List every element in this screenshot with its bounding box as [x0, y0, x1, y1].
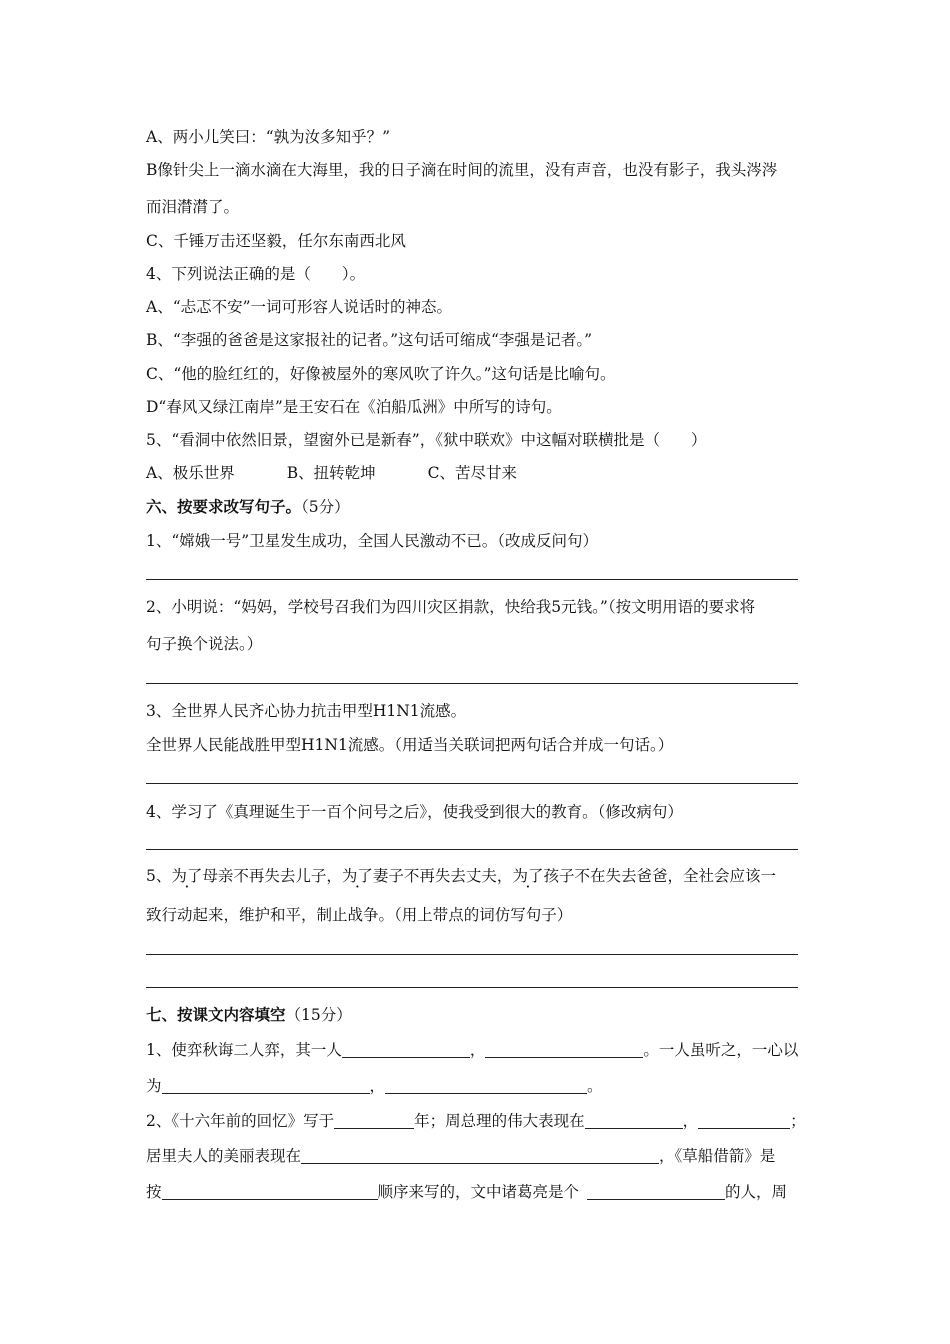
dotted-word: 为了	[512, 867, 544, 885]
section6-header	[146, 497, 350, 517]
q4-option-d: D“春风又绿江南岸”是王安石在《泊船瓜洲》中所写的诗句。	[146, 398, 562, 416]
q3-option-b-line2: 而泪潸潸了。	[146, 198, 240, 216]
s6-q2-line2: 句子换个说法。）	[146, 635, 263, 653]
fill-blank[interactable]	[342, 1041, 470, 1058]
section7-heading: 七、按课文内容填空	[146, 1005, 286, 1024]
q5-option-c: C、苦尽甘来	[427, 464, 517, 482]
q4-option-c: C、“他的脸红红的，好像被屋外的寒风吹了许久。”这句话是比喻句。	[146, 365, 616, 383]
s6-q1: 1、“嫦娥一号”卫星发生成功，全国人民激动不已。（改成反问句）	[146, 532, 598, 550]
s6-q5-line2: 致行动起来，维护和平，制止战争。（用上带点的词仿写句子）	[146, 906, 573, 924]
fill-blank[interactable]	[385, 1077, 587, 1094]
answer-line[interactable]	[146, 683, 798, 684]
section6-heading: 六、按要求改写句子。	[146, 497, 302, 516]
answer-line[interactable]	[146, 783, 798, 784]
q5-option-b: B、扭转乾坤	[286, 464, 376, 482]
s6-q3-line2: 全世界人民能战胜甲型H1N1流感。（用适当关联词把两句话合并成一句话。）	[146, 736, 674, 754]
s6-q4: 4、学习了《真理诞生于一百个问号之后》，使我受到很大的教育。（修改病句）	[146, 803, 683, 821]
q5-options	[146, 463, 517, 483]
q3-option-b-line1: B像针尖上一滴水滴在大海里，我的日子滴在时间的流里，没有声音，也没有影子，我头涔涔	[146, 161, 778, 179]
section7-score: （15分）	[285, 1006, 352, 1024]
q5-question: 5、“看洞中依然旧景，望窗外已是新春”，《狱中联欢》中这幅对联横批是（ ）	[146, 431, 707, 449]
fill-blank[interactable]	[698, 1112, 790, 1129]
s6-q2-line1: 2、小明说：“妈妈，学校号召我们为四川灾区捐款，快给我5元钱。”（按文明用语的要求将	[146, 598, 756, 616]
fill-blank[interactable]	[334, 1112, 414, 1129]
s7-q1-line1: 1、使弈秋诲二人弈，其一人 ， 。一人虽听之，一心以	[146, 1041, 799, 1059]
section7-header	[146, 1005, 352, 1025]
section6-score: （5分）	[301, 498, 350, 516]
s7-q2-line2: 居里夫人的美丽表现在 ，《草船借箭》是	[146, 1147, 776, 1165]
s6-q5-line1: 5、为了母亲不再失去儿子，为了妻子不再失去丈夫，为了孩子不在失去爸爸，全社会应该一	[146, 867, 776, 885]
s7-q2-line3: 按 顺序来写的，文中诸葛亮是个 的人，周	[146, 1183, 788, 1201]
s7-q2-line1: 2、《十六年前的回忆》写于 年；周总理的伟大表现在 ， ；	[146, 1112, 806, 1130]
q4-question: 4、下列说法正确的是（ ）。	[146, 265, 366, 283]
s7-q1-line2: 为 ， 。	[146, 1077, 603, 1095]
q4-option-a: A、“忐忑不安”一词可形容人说话时的神态。	[146, 298, 453, 316]
q3-option-c: C、千锤万击还坚毅，任尔东南西北风	[146, 232, 406, 250]
answer-line[interactable]	[146, 954, 798, 955]
fill-blank[interactable]	[162, 1183, 378, 1200]
s6-q3-line1: 3、全世界人民齐心协力抗击甲型H1N1流感。	[146, 702, 467, 720]
answer-line[interactable]	[146, 579, 798, 580]
q5-option-a: A、极乐世界	[146, 464, 235, 482]
dotted-word: 为了	[171, 867, 203, 885]
fill-blank[interactable]	[585, 1112, 683, 1129]
fill-blank[interactable]	[587, 1183, 725, 1200]
answer-line[interactable]	[146, 987, 798, 988]
answer-line[interactable]	[146, 849, 798, 850]
dotted-word: 为了	[341, 867, 373, 885]
fill-blank[interactable]	[162, 1077, 370, 1094]
q4-option-b: B、“李强的爸爸是这家报社的记者。”这句话可缩成“李强是记者。”	[146, 331, 593, 349]
fill-blank[interactable]	[301, 1147, 659, 1164]
q3-option-a: A、两小儿笑曰：“孰为汝多知乎？”	[146, 128, 391, 146]
fill-blank[interactable]	[485, 1041, 643, 1058]
